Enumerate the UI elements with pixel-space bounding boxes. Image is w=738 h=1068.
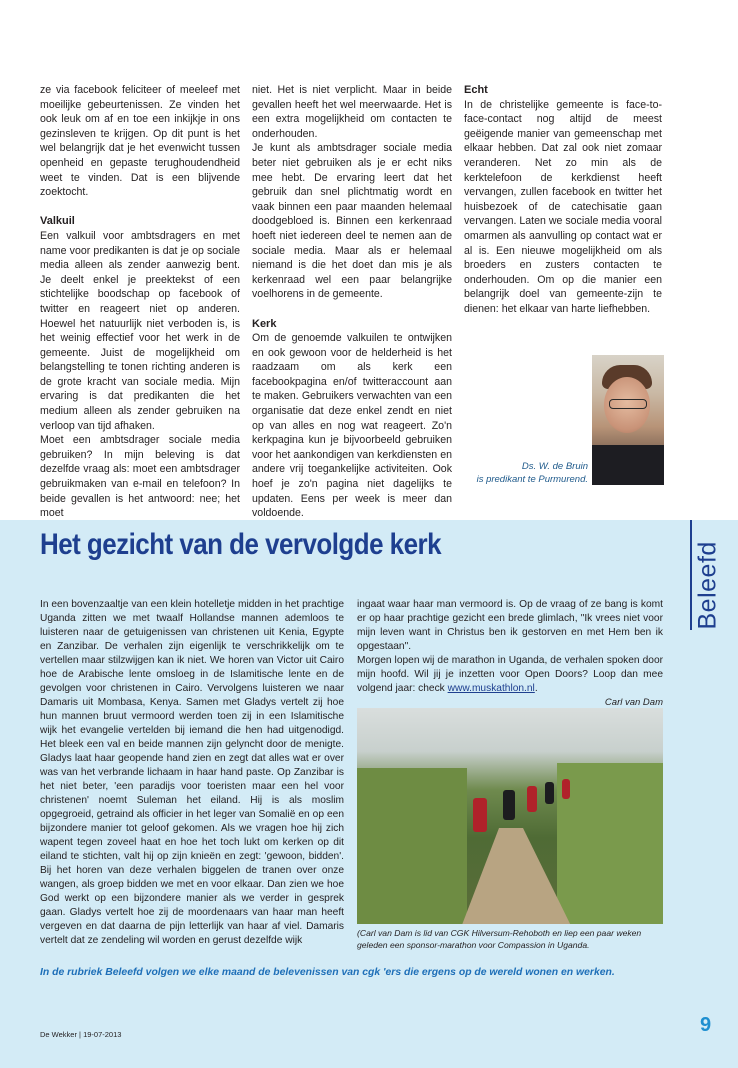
paragraph: ingaat waar haar man vermoord is. Op de vraag of ze bang is komt er op haar prachtige gezicht een brede glimlach, "Ik vrees niet voor mijn leven want in Christus ben ik gestorven en met Hem ben ik opgestaan". — [357, 599, 663, 652]
paragraph: Moet een ambtsdrager sociale media gebruiken? In mijn beleving is dat dezelfde vraag als: moet een ambtsdrager gebruikmaken van e-mail en telefoon? In beide gevallen is het antwoord: nee; het moet — [40, 434, 240, 520]
paragraph: ze via facebook feliciteer of meeleef met moeilijke gebeurtenissen. Ze vinden het ook leuk om af en toe een inkijkje in ons gezinsleven te krijgen. Op dit punt is het wel belangrijk dat je het evenwicht tussen openheid en gepaste terughoudendheid weet te vinden. Dat is een blijvende zoektocht. — [40, 84, 240, 199]
page-number: 9 — [700, 1014, 712, 1036]
paragraph: niet. Het is niet verplicht. Maar in beide gevallen heeft het wel meerwaarde. Het is een extra mogelijkheid om contacten te onderhouden. — [252, 84, 452, 140]
publication-footer: De Wekker | 19-07-2013 — [40, 1030, 122, 1039]
article-column-1 — [40, 83, 240, 521]
subheading-echt: Echt — [464, 84, 488, 96]
subheading-valkuil: Valkuil — [40, 215, 75, 228]
paragraph — [357, 654, 663, 696]
paragraph: Je kunt als ambtsdrager sociale media beter niet gebruiken als je er echt niks mee hebt. De ervaring leert dat het gebruik dan snel plichtmatig wordt en vaak binnen een paar maanden helemaal doodgebloed is. Binnen een kerkenraad hoeft niet iedereen deel te nemen aan de sociale media. Maar als er helemaal niemand is die het doet dan mis je als kerkenraad wel een paar belangrijke voelhorens in de gemeente. — [252, 142, 452, 301]
section-column-2 — [357, 598, 663, 710]
author-photo — [592, 355, 664, 485]
paragraph: In een bovenzaaltje van een klein hotelletje midden in het prachtige Uganda zitten we met twaalf Hollandse mannen ademloos te luisteren naar de getuigenissen van christenen uit Kenia, Egypte en Zanzibar. De verhalen zijn eigenlijk te verschrikkelijk om te vertellen maar stilzwijgen kan ik niet. We horen van Victor uit Cairo hoe de Arabische lente omsloeg in de Islamitische lente en de gevolgen voor christenen in Cairo. Vervolgens luisteren we naar Damaris uit Mombasa, Kenya. Samen met Gladys vertelt zij hoe hun mannen bruut vermoord werden toen zij in een Islamitische wijk het evangelie vertelden bij iemand die hen had uitgenodigd. Het bleek een val en beide mannen zijn gelyncht door de menigte. Gladys laat haar geopende hand zien en zegt dat alles wat er over was van het verbrande lichaam in haar hand paste. Op Zanzibar is het niet beter, 'een paradijs voor toeristen maar een hel voor christenen' noemt Suleman het eiland. Hij is als moslim opgegroeid, getraind als officier in het leger van Somalië en op een bijzondere manier tot geloof gekomen. Als we vragen hoe hij zich wapent tegen zoveel haat en hoe het toch lukt om kerken op dit eiland te stichten, valt hij op zijn knieën en zegt: 'gewoon, bidden'. Bij het horen van deze verhalen biggelen de tranen over onze wangen, als groep bidden we met en voor elkaar. Dan zien we hoe God werkt op een bijzondere manier als we verder in gesprek gaan. Gladys vertelt hoe zij de moordenaars van haar man heeft vergeven en dat daarna de pijn letterlijk van haar af viel. Damaris vertelt dat ze zendeling wil worden en gerust dezelfde wijk — [40, 599, 344, 946]
section-column-1 — [40, 598, 344, 948]
rubric-divider — [690, 520, 692, 630]
paragraph-end: . — [534, 683, 538, 694]
author-name: Ds. W. de Bruin — [521, 461, 588, 472]
marathon-photo — [357, 708, 663, 924]
paragraph-text: Morgen lopen wij de marathon in Uganda, de verhalen spoken door mijn hoofd. Wil jij je inzetten voor Open Doors? Loop dan mee volgend jaar: check — [357, 655, 663, 694]
article-column-3 — [464, 83, 662, 317]
paragraph: Een valkuil voor ambtsdragers en met name voor predikanten is dat je op sociale media alleen als zender aanwezig bent. Je deelt enkel je preektekst of een stichtelijke boodschap op facebook of twitter en reageert niet op anderen. Hoewel het natuurlijk niet verboden is, is het weinig effectief voor het werk in de gemeente. Juist de mogelijkheid om belangstelling te tonen richting anderen is de grote kracht van sociale media. Mijn ervaring is dat predikanten die het medium alleen als zender gebruiken na verloop van tijd afhaken. — [40, 229, 240, 432]
section-headline: Het gezicht van de vervolgde kerk — [40, 528, 441, 561]
rubric-footnote: In de rubriek Beleefd volgen we elke maand de belevenissen van cgk 'ers die ergens op de wereld wonen en werken. — [40, 967, 615, 978]
author-caption — [440, 461, 588, 486]
subheading-kerk: Kerk — [252, 317, 277, 330]
author-signature: Carl van Dam — [604, 697, 663, 708]
rubric-label: Beleefd — [693, 541, 722, 630]
photo-caption: (Carl van Dam is lid van CGK Hilversum-Rehoboth en liep een paar weken geleden een sponsor-marathon voor Compassion in Uganda. — [357, 928, 642, 950]
muskathlon-link[interactable]: www.muskathlon.nl — [447, 683, 535, 694]
paragraph: Om de genoemde valkuilen te ontwijken en ook gewoon voor de helderheid is het raadzaam om als kerk een facebookpagina en/of twitteraccount aan te maken. Gebruikers verwachten van een organisatie dat deze enkel zendt en niet op van alles en nog wat reageert. Zo'n kerkpagina kun je bijvoorbeeld gebruiken voor het aankondigen van kerkdiensten en andere vrij toegankelijke activiteiten. Ook hoef je zo'n pagina niet dagelijks te updaten. Eens per week is meer dan voldoende. — [252, 332, 452, 520]
paragraph: In de christelijke gemeente is face-to-face-contact nog altijd de meest geëigende manier van gemeenschap met elkaar hebben. Dat zal ook niet zomaar veranderen. Net zo min als de kerktelefoon de kerkdienst heeft vervangen, zullen facebook en twitter het huisbezoek of de catechisatie gaan vervangen. Laten we sociale media vooral omarmen als aanvulling op contact wat er al is. Een nieuwe mogelijkheid om als broeders en zusters contacten te onderhouden. Om op die manier een belangrijk doel van gemeente-zijn te dienen: het elkaar van harte liefhebben. — [464, 98, 662, 315]
article-column-2 — [252, 83, 452, 521]
author-role: is predikant te Purmurend. — [476, 473, 588, 485]
